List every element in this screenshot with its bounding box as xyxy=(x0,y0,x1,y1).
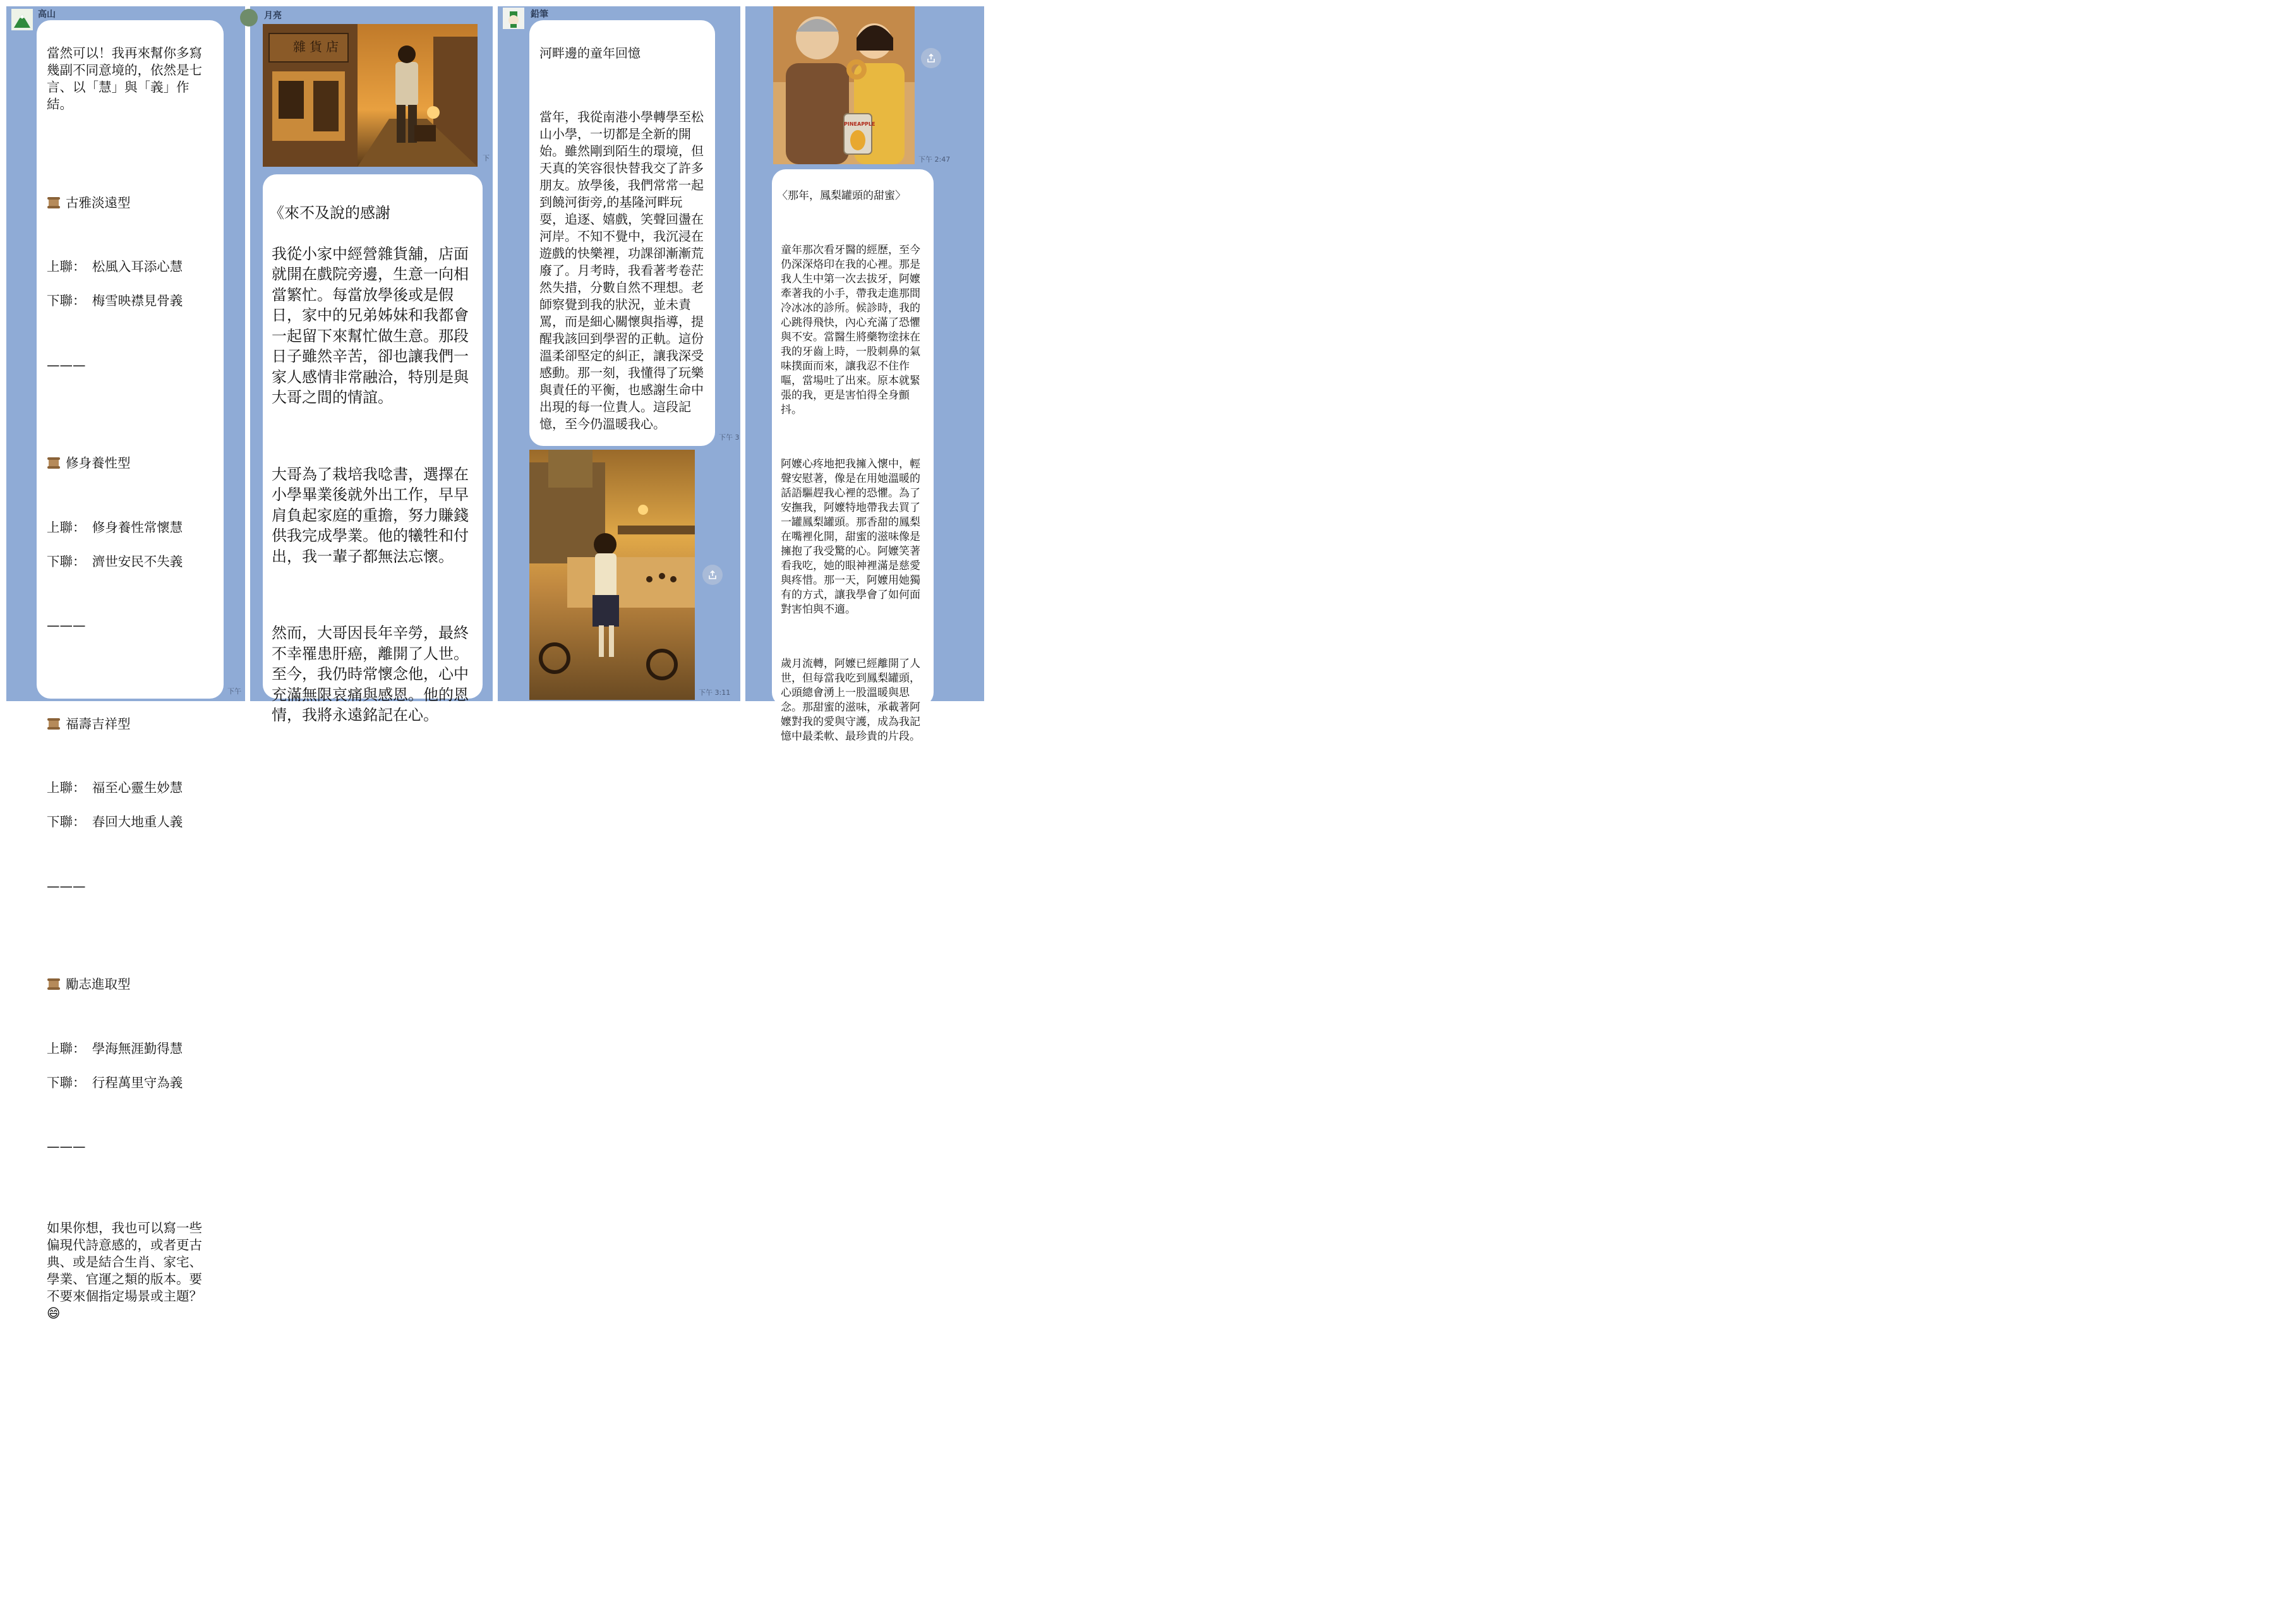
divider: ——— xyxy=(47,357,86,373)
message-paragraph: 大哥為了栽培我唸書，選擇在小學畢業後就外出工作，早早肩負起家庭的重擔，努力賺錢供我完成學業。他的犧牲和付出，我一輩子都無法忘懷。 xyxy=(272,465,469,565)
message-paragraph: 然而，大哥因長年辛勞，最終不幸罹患肝癌，離開了人世。至今，我仍時常懷念他，心中充滿無限哀痛與感恩。他的恩情，我將永遠銘記在心。 xyxy=(272,624,469,724)
section-title: 福壽吉祥型 xyxy=(47,699,214,733)
section-title: 古雅淡遠型 xyxy=(47,177,214,212)
chat-panel-2 xyxy=(250,6,493,724)
upper-couplet: 上聯： 學海無涯勤得慧 xyxy=(47,1040,183,1056)
divider: ——— xyxy=(47,618,86,633)
timestamp: 下 xyxy=(483,154,490,162)
message-body: 當年，我從南港小學轉學至松山小學，一切都是全新的開始。雖然剛到陌生的環境，但天真的笑容很快替我交了許多朋友。放學後，我們常常一起到饒河街旁,的基隆河畔玩耍，追逐、嬉戲，笑聲回盪在河岸。不知不覺中，我沉浸在遊戲的快樂裡，功課卻漸漸荒廢了。月考時，我看著考卷茫然失措，分數自然不理想。老師察覺到我的狀況，並未責罵，而是細心關懷與指導，提醒我該回到學習的正軌。這份溫柔卻堅定的糾正，讓我深受感動。那一刻，我懂得了玩樂與責任的平衡，也感謝生命中出現的每一位貴人。這段記憶，至今仍溫暖我心。 xyxy=(539,109,704,431)
avatar[interactable] xyxy=(240,9,258,27)
timestamp: 下午 xyxy=(227,687,241,695)
upper-couplet: 上聯： 修身養性常懷慧 xyxy=(47,519,183,535)
message-paragraph: 歲月流轉，阿嬤已經離開了人世，但每當我吃到鳳梨罐頭，心頭總會湧上一股溫暖與思念。那甜蜜的滋味，承載著阿嬤對我的愛與守護，成為我記憶中最柔軟、最珍貴的片段。 xyxy=(781,658,920,743)
message-bubble[interactable] xyxy=(772,169,934,743)
message-title: 河畔邊的童年回憶 xyxy=(539,45,641,61)
scroll-icon xyxy=(47,717,61,731)
divider: ——— xyxy=(47,878,86,894)
store-sign-text: 雜貨店 xyxy=(293,39,342,54)
avatar[interactable] xyxy=(503,8,524,29)
upper-couplet: 上聯： 福至心靈生妙慧 xyxy=(47,780,183,795)
message-paragraph: 我從小家中經營雜貨舖，店面就開在戲院旁邊，生意一向相當繁忙。每當放學後或是假日，家中的兄弟姊妹和我都會一起留下來幫忙做生意。那段日子雖然辛苦，卻也讓我們一家人感情非常融洽，特別是與大哥之間的情誼。 xyxy=(272,244,469,406)
message-bubble[interactable] xyxy=(37,20,224,1321)
section-title: 勵志進取型 xyxy=(47,959,214,993)
message-title: 《來不及說的感謝 xyxy=(269,203,390,222)
share-icon xyxy=(926,53,936,63)
sender-name: 高山 xyxy=(38,9,56,20)
grandma-pineapple-illustration xyxy=(773,6,915,164)
message-bubble[interactable] xyxy=(263,174,483,724)
scroll-icon xyxy=(47,196,61,210)
lower-couplet: 下聯： 春回大地重人義 xyxy=(47,814,183,829)
message-intro: 當然可以！我再來幫你多寫幾副不同意境的，依然是七言、以「慧」與「義」作結。 xyxy=(47,45,202,112)
message-bubble[interactable] xyxy=(529,20,715,446)
grinning-emoji-icon: 😄 xyxy=(47,1305,61,1321)
image-message-riverside[interactable] xyxy=(529,450,695,700)
share-button[interactable] xyxy=(702,565,723,585)
riverside-illustration xyxy=(529,450,695,700)
message-outro: 如果你想，我也可以寫一些偏現代詩意感的，或者更古典、或是結合生肖、家宅、學業、官運之類的版本。要不要來個指定場景或主題？ 😄 xyxy=(47,1220,202,1321)
section-title: 修身養性型 xyxy=(47,438,214,472)
pencil-avatar-icon xyxy=(503,8,524,29)
can-label-text: PINEAPPLE xyxy=(844,121,875,127)
chat-panel-3 xyxy=(498,6,740,701)
avatar[interactable] xyxy=(11,9,33,30)
divider: ——— xyxy=(47,1139,86,1154)
mountain-icon xyxy=(11,9,33,30)
lower-couplet: 下聯： 行程萬里守為義 xyxy=(47,1074,183,1090)
share-button[interactable] xyxy=(921,48,941,68)
chat-panel-1 xyxy=(6,6,245,1321)
message-paragraph: 童年那次看牙醫的經歷，至今仍深深烙印在我的心裡。那是我人生中第一次去拔牙，阿嬤牽著我的小手，帶我走進那間冷冰冰的診所。候診時，我的心跳得飛快，內心充滿了恐懼與不安。當醫生將藥物塗抹在我的牙齒上時，一股刺鼻的氣味撲面而來，讓我忍不住作嘔，當場吐了出來。原本就緊張的我，更是害怕得全身顫抖。 xyxy=(781,244,920,416)
scroll-icon xyxy=(47,977,61,991)
sender-name: 鉛筆 xyxy=(531,9,548,20)
upper-couplet: 上聯： 松風入耳添心慧 xyxy=(47,259,183,274)
scroll-icon xyxy=(47,456,61,470)
timestamp: 下午 3 xyxy=(719,433,740,442)
image-message-grandma-pineapple[interactable] xyxy=(773,6,915,164)
message-title: 〈那年，鳳梨罐頭的甜蜜〉 xyxy=(777,189,906,202)
timestamp: 下午 3:11 xyxy=(699,689,731,697)
share-icon xyxy=(707,570,718,580)
lower-couplet: 下聯： 濟世安民不失義 xyxy=(47,553,183,569)
lower-couplet: 下聯： 梅雪映襟見骨義 xyxy=(47,293,183,308)
message-paragraph: 阿嬤心疼地把我擁入懷中，輕聲安慰著，像是在用她溫暖的話語驅趕我心裡的恐懼。為了安撫我，阿嬤特地帶我去買了一罐鳳梨罐頭。那香甜的鳳梨在嘴裡化開，甜蜜的滋味像是擁抱了我受驚的心。阿嬤笑著看我吃，她的眼神裡滿是慈愛與疼惜。那一天，阿嬤用她獨有的方式，讓我學會了如何面對害怕與不適。 xyxy=(781,458,920,616)
sender-name: 月亮 xyxy=(264,11,282,21)
chat-panel-4 xyxy=(745,6,984,743)
image-message-grocery-store[interactable] xyxy=(263,24,478,167)
timestamp: 下午 2:47 xyxy=(918,155,951,164)
